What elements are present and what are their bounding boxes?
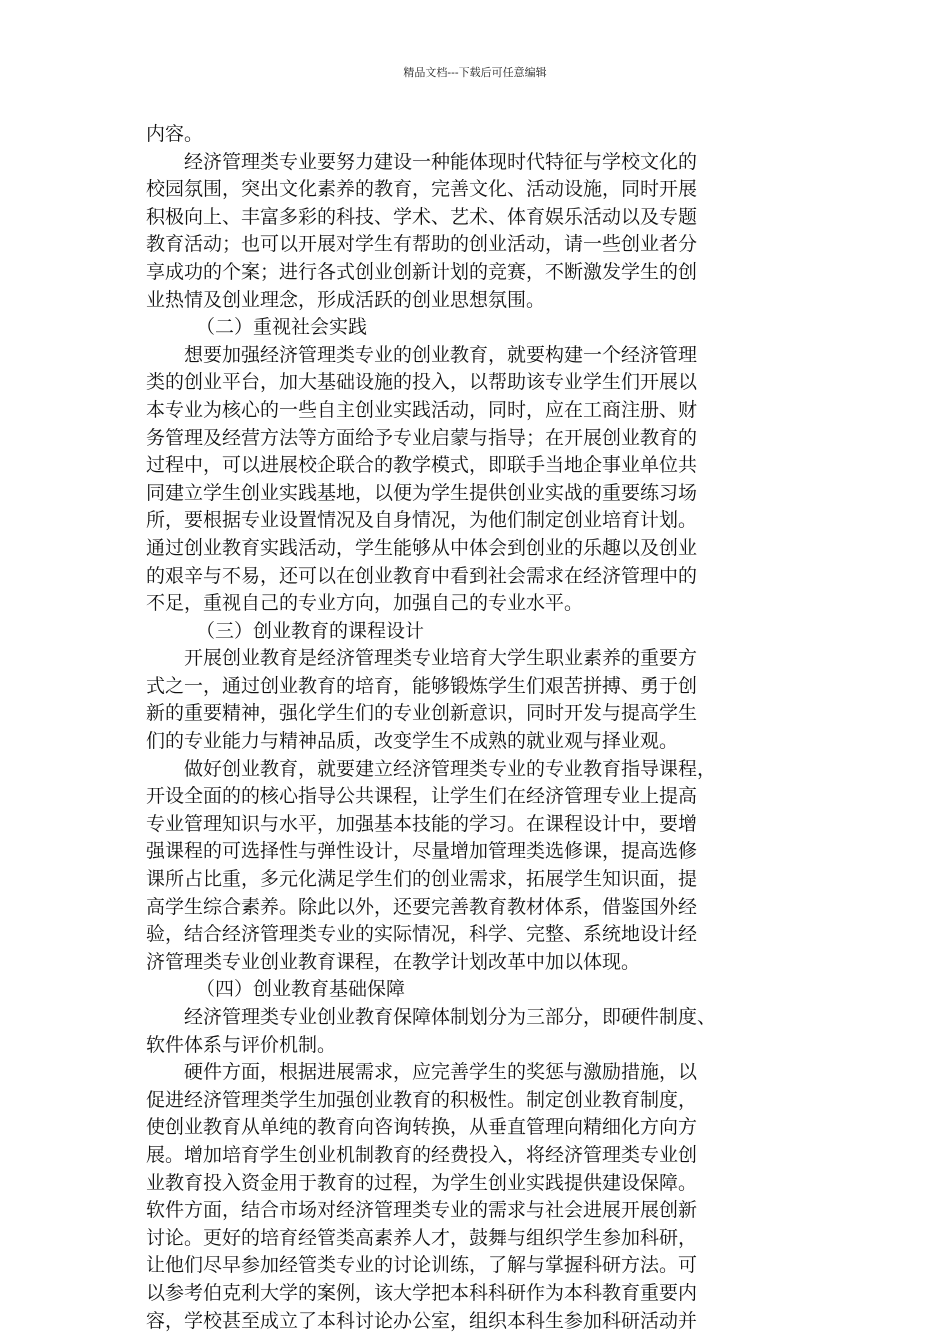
text-line: 验，结合经济管理类专业的实际情况，科学、完整、系统地设计经 [146, 923, 698, 946]
text-line: 软件体系与评价机制。 [146, 1033, 337, 1056]
paragraph-start: 想要加强经济管理类专业的创业教育，就要构建一个经济管理 [184, 343, 698, 366]
page-header: 精品文档---下载后可任意编辑 [403, 66, 547, 79]
text-line: 新的重要精神，强化学生们的专业创新意识，同时开发与提高学生 [146, 702, 698, 725]
paragraph-start: 经济管理类专业要努力建设一种能体现时代特征与学校文化的 [184, 150, 698, 173]
text-line: 积极向上、丰富多彩的科技、学术、艺术、体育娱乐活动以及专题 [146, 205, 698, 228]
text-line: 强课程的可选择性与弹性设计，尽量增加管理类选修课，提高选修 [146, 840, 698, 863]
text-line: 高学生综合素养。除此以外，还要完善教育教材体系，借鉴国外经 [146, 895, 698, 918]
section-heading: （二）重视社会实践 [196, 316, 368, 339]
text-line: 的艰辛与不易，还可以在创业教育中看到社会需求在经济管理中的 [146, 564, 698, 587]
text-line: 促进经济管理类学生加强创业教育的积极性。制定创业教育制度， [146, 1088, 698, 1111]
text-line: 软件方面，结合市场对经济管理类专业的需求与社会进展开展创新 [146, 1199, 698, 1222]
text-line: 业教育投入资金用于教育的过程，为学生创业实践提供建设保障。 [146, 1171, 698, 1194]
text-line: 使创业教育从单纯的教育向咨询转换，从垂直管理向精细化方向方 [146, 1116, 698, 1139]
text-line: 展。增加培育学生创业机制教育的经费投入，将经济管理类专业创 [146, 1143, 698, 1166]
text-line: 们的专业能力与精神品质，改变学生不成熟的就业观与择业观。 [146, 730, 679, 753]
text-line: 容，学校甚至成立了本科讨论办公室，组织本科生参加科研活动并 [146, 1309, 698, 1332]
paragraph-start: 硬件方面，根据进展需求，应完善学生的奖惩与激励措施，以 [184, 1061, 698, 1084]
section-heading: （三）创业教育的课程设计 [196, 619, 425, 642]
text-line: 式之一，通过创业教育的培育，能够锻炼学生们艰苦拼搏、勇于创 [146, 674, 698, 697]
text-line: 本专业为核心的一些自主创业实践活动，同时，应在工商注册、财 [146, 398, 698, 421]
text-line: 校园氛围，突出文化素养的教育，完善文化、活动设施，同时开展 [146, 178, 698, 201]
text-line: 享成功的个案；进行各式创业创新计划的竞赛，不断激发学生的创 [146, 260, 698, 283]
text-line: 通过创业教育实践活动，学生能够从中体会到创业的乐趣以及创业 [146, 536, 698, 559]
text-line: 过程中，可以进展校企联合的教学模式，即联手当地企事业单位共 [146, 454, 698, 477]
paragraph-start: 做好创业教育，就要建立经济管理类专业的专业教育指导课程， [184, 757, 717, 780]
text-line: 济管理类专业创业教育课程，在教学计划改革中加以体现。 [146, 950, 641, 973]
text-line: 讨论。更好的培育经管类高素养人才，鼓舞与组织学生参加科研， [146, 1226, 698, 1249]
text-line: 业热情及创业理念，形成活跃的创业思想氛围。 [146, 288, 546, 311]
text-line: 务管理及经营方法等方面给予专业启蒙与指导；在开展创业教育的 [146, 426, 698, 449]
text-line: 让他们尽早参加经管类专业的讨论训练，了解与掌握科研方法。可 [146, 1254, 698, 1277]
paragraph-start: 开展创业教育是经济管理类专业培育大学生职业素养的重要方 [184, 647, 698, 670]
text-line: 不足，重视自己的专业方向，加强自己的专业水平。 [146, 592, 584, 615]
text-line: 所，要根据专业设置情况及自身情况，为他们制定创业培育计划。 [146, 509, 698, 532]
text-line: 同建立学生创业实践基地，以便为学生提供创业实战的重要练习场 [146, 481, 698, 504]
text-line: 开设全面的的核心指导公共课程，让学生们在经济管理专业上提高 [146, 785, 698, 808]
text-line: 课所占比重，多元化满足学生们的创业需求，拓展学生知识面，提 [146, 868, 698, 891]
text-line: 类的创业平台，加大基础设施的投入，以帮助该专业学生们开展以 [146, 371, 698, 394]
text-line: 专业管理知识与水平，加强基本技能的学习。在课程设计中，要增 [146, 812, 698, 835]
document-body [146, 121, 806, 1335]
text-line: 以参考伯克利大学的案例，该大学把本科科研作为本科教育重要内 [146, 1281, 698, 1304]
text-line: 教育活动；也可以开展对学生有帮助的创业活动，请一些创业者分 [146, 233, 698, 256]
text-line: 内容。 [146, 123, 204, 145]
paragraph-start: 经济管理类专业创业教育保障体制划分为三部分，即硬件制度、 [184, 1006, 717, 1028]
section-heading: （四）创业教育基础保障 [196, 978, 406, 1001]
